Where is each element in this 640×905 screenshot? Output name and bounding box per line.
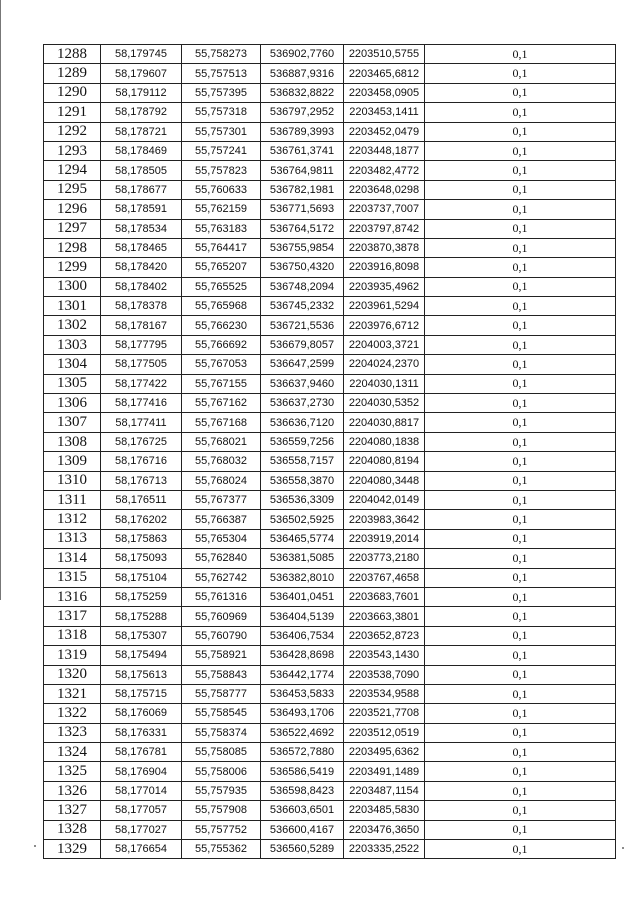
longitude-cell: 55,766230 [182, 316, 261, 335]
longitude-cell: 55,760633 [182, 180, 261, 199]
latitude-cell: 58,176713 [101, 471, 182, 490]
point-number-cell: 1290 [44, 83, 101, 102]
longitude-cell: 55,762742 [182, 568, 261, 587]
longitude-cell: 55,758085 [182, 743, 261, 762]
latitude-cell: 58,175104 [101, 568, 182, 587]
table-row [44, 180, 616, 199]
latitude-cell: 58,177027 [101, 820, 182, 839]
point-number-cell: 1324 [44, 743, 101, 762]
coord-x-cell: 536558,3870 [261, 471, 344, 490]
point-number-cell: 1292 [44, 122, 101, 141]
accuracy-cell: 0,1 [425, 335, 616, 354]
accuracy-cell: 0,1 [425, 180, 616, 199]
coord-y-cell: 2203487,1154 [344, 781, 425, 800]
longitude-cell: 55,768021 [182, 432, 261, 451]
longitude-cell: 55,760969 [182, 607, 261, 626]
table-row [44, 432, 616, 451]
table-row [44, 355, 616, 374]
table-row [44, 820, 616, 839]
latitude-cell: 58,176654 [101, 840, 182, 859]
coord-x-cell: 536428,8698 [261, 646, 344, 665]
longitude-cell: 55,765207 [182, 258, 261, 277]
point-number-cell: 1313 [44, 529, 101, 548]
table-row [44, 568, 616, 587]
latitude-cell: 58,178534 [101, 219, 182, 238]
coord-y-cell: 2203870,3878 [344, 238, 425, 257]
coordinates-table [43, 44, 616, 859]
table-row [44, 413, 616, 432]
coord-y-cell: 2203452,0479 [344, 122, 425, 141]
longitude-cell: 55,765968 [182, 297, 261, 316]
table-row [44, 297, 616, 316]
coord-x-cell: 536493,1706 [261, 704, 344, 723]
point-number-cell: 1304 [44, 355, 101, 374]
accuracy-cell: 0,1 [425, 83, 616, 102]
accuracy-cell: 0,1 [425, 781, 616, 800]
table-row [44, 471, 616, 490]
coord-y-cell: 2203737,7007 [344, 200, 425, 219]
longitude-cell: 55,768024 [182, 471, 261, 490]
latitude-cell: 58,175259 [101, 587, 182, 606]
latitude-cell: 58,176331 [101, 723, 182, 742]
table-row [44, 452, 616, 471]
table-row [44, 103, 616, 122]
coord-y-cell: 2204003,3721 [344, 335, 425, 354]
coord-x-cell: 536887,9316 [261, 64, 344, 83]
longitude-cell: 55,767168 [182, 413, 261, 432]
coord-x-cell: 536401,0451 [261, 587, 344, 606]
point-number-cell: 1321 [44, 684, 101, 703]
scan-speck [34, 845, 36, 847]
coord-x-cell: 536637,2730 [261, 394, 344, 413]
coord-y-cell: 2203976,6712 [344, 316, 425, 335]
latitude-cell: 58,175288 [101, 607, 182, 626]
accuracy-cell: 0,1 [425, 374, 616, 393]
page-edge-line [0, 0, 1, 600]
table-row [44, 316, 616, 335]
accuracy-cell: 0,1 [425, 122, 616, 141]
latitude-cell: 58,175307 [101, 626, 182, 645]
point-number-cell: 1329 [44, 840, 101, 859]
coord-x-cell: 536771,5693 [261, 200, 344, 219]
point-number-cell: 1319 [44, 646, 101, 665]
latitude-cell: 58,176202 [101, 510, 182, 529]
coord-y-cell: 2203543,1430 [344, 646, 425, 665]
coord-y-cell: 2203491,1489 [344, 762, 425, 781]
coord-x-cell: 536536,3309 [261, 490, 344, 509]
coord-x-cell: 536558,7157 [261, 452, 344, 471]
coord-y-cell: 2203683,7601 [344, 587, 425, 606]
accuracy-cell: 0,1 [425, 452, 616, 471]
point-number-cell: 1318 [44, 626, 101, 645]
coord-y-cell: 2203648,0298 [344, 180, 425, 199]
table-row [44, 646, 616, 665]
coord-x-cell: 536560,5289 [261, 840, 344, 859]
coord-x-cell: 536442,1774 [261, 665, 344, 684]
accuracy-cell: 0,1 [425, 704, 616, 723]
point-number-cell: 1326 [44, 781, 101, 800]
table-row [44, 626, 616, 645]
longitude-cell: 55,757395 [182, 83, 261, 102]
table-row [44, 335, 616, 354]
coord-x-cell: 536404,5139 [261, 607, 344, 626]
point-number-cell: 1320 [44, 665, 101, 684]
longitude-cell: 55,767162 [182, 394, 261, 413]
longitude-cell: 55,761316 [182, 587, 261, 606]
point-number-cell: 1327 [44, 801, 101, 820]
longitude-cell: 55,758777 [182, 684, 261, 703]
table-row [44, 840, 616, 859]
accuracy-cell: 0,1 [425, 723, 616, 742]
latitude-cell: 58,178677 [101, 180, 182, 199]
coord-y-cell: 2203797,8742 [344, 219, 425, 238]
coord-x-cell: 536764,5172 [261, 219, 344, 238]
table-row [44, 394, 616, 413]
coord-x-cell: 536761,3741 [261, 141, 344, 160]
point-number-cell: 1294 [44, 161, 101, 180]
point-number-cell: 1307 [44, 413, 101, 432]
coord-y-cell: 2204030,5352 [344, 394, 425, 413]
coord-x-cell: 536572,7880 [261, 743, 344, 762]
coord-y-cell: 2203458,0905 [344, 83, 425, 102]
coord-y-cell: 2203773,2180 [344, 549, 425, 568]
accuracy-cell: 0,1 [425, 665, 616, 684]
latitude-cell: 58,178469 [101, 141, 182, 160]
longitude-cell: 55,758843 [182, 665, 261, 684]
longitude-cell: 55,763183 [182, 219, 261, 238]
coord-y-cell: 2204042,0149 [344, 490, 425, 509]
point-number-cell: 1302 [44, 316, 101, 335]
point-number-cell: 1295 [44, 180, 101, 199]
coord-y-cell: 2203465,6812 [344, 64, 425, 83]
latitude-cell: 58,175093 [101, 549, 182, 568]
accuracy-cell: 0,1 [425, 471, 616, 490]
coord-x-cell: 536502,5925 [261, 510, 344, 529]
longitude-cell: 55,757908 [182, 801, 261, 820]
accuracy-cell: 0,1 [425, 394, 616, 413]
coord-x-cell: 536598,8423 [261, 781, 344, 800]
coord-y-cell: 2203521,7708 [344, 704, 425, 723]
accuracy-cell: 0,1 [425, 355, 616, 374]
accuracy-cell: 0,1 [425, 626, 616, 645]
accuracy-cell: 0,1 [425, 141, 616, 160]
accuracy-cell: 0,1 [425, 529, 616, 548]
coord-x-cell: 536647,2599 [261, 355, 344, 374]
coord-x-cell: 536603,6501 [261, 801, 344, 820]
coord-y-cell: 2203652,8723 [344, 626, 425, 645]
longitude-cell: 55,765304 [182, 529, 261, 548]
accuracy-cell: 0,1 [425, 743, 616, 762]
point-number-cell: 1312 [44, 510, 101, 529]
coord-y-cell: 2204030,1311 [344, 374, 425, 393]
longitude-cell: 55,758545 [182, 704, 261, 723]
table-row [44, 122, 616, 141]
point-number-cell: 1298 [44, 238, 101, 257]
accuracy-cell: 0,1 [425, 568, 616, 587]
accuracy-cell: 0,1 [425, 219, 616, 238]
longitude-cell: 55,766387 [182, 510, 261, 529]
latitude-cell: 58,176069 [101, 704, 182, 723]
point-number-cell: 1300 [44, 277, 101, 296]
coord-y-cell: 2203512,0519 [344, 723, 425, 742]
coord-x-cell: 536600,4167 [261, 820, 344, 839]
coord-x-cell: 536797,2952 [261, 103, 344, 122]
latitude-cell: 58,178591 [101, 200, 182, 219]
coord-x-cell: 536522,4692 [261, 723, 344, 742]
table-row [44, 277, 616, 296]
accuracy-cell: 0,1 [425, 432, 616, 451]
table-row [44, 374, 616, 393]
point-number-cell: 1328 [44, 820, 101, 839]
coord-y-cell: 2203453,1411 [344, 103, 425, 122]
table-row [44, 200, 616, 219]
point-number-cell: 1314 [44, 549, 101, 568]
latitude-cell: 58,176511 [101, 490, 182, 509]
latitude-cell: 58,176725 [101, 432, 182, 451]
latitude-cell: 58,178420 [101, 258, 182, 277]
latitude-cell: 58,178505 [101, 161, 182, 180]
table-row [44, 762, 616, 781]
longitude-cell: 55,757935 [182, 781, 261, 800]
latitude-cell: 58,178721 [101, 122, 182, 141]
point-number-cell: 1310 [44, 471, 101, 490]
longitude-cell: 55,762159 [182, 200, 261, 219]
longitude-cell: 55,758374 [182, 723, 261, 742]
point-number-cell: 1305 [44, 374, 101, 393]
coord-x-cell: 536381,5085 [261, 549, 344, 568]
latitude-cell: 58,178402 [101, 277, 182, 296]
accuracy-cell: 0,1 [425, 801, 616, 820]
table-row [44, 743, 616, 762]
scan-speck [622, 847, 624, 849]
coord-x-cell: 536453,5833 [261, 684, 344, 703]
longitude-cell: 55,767377 [182, 490, 261, 509]
longitude-cell: 55,766692 [182, 335, 261, 354]
point-number-cell: 1322 [44, 704, 101, 723]
longitude-cell: 55,762840 [182, 549, 261, 568]
accuracy-cell: 0,1 [425, 238, 616, 257]
accuracy-cell: 0,1 [425, 587, 616, 606]
table-row [44, 587, 616, 606]
coord-y-cell: 2204080,3448 [344, 471, 425, 490]
coord-y-cell: 2204080,1838 [344, 432, 425, 451]
latitude-cell: 58,179112 [101, 83, 182, 102]
point-number-cell: 1303 [44, 335, 101, 354]
coord-y-cell: 2203767,4658 [344, 568, 425, 587]
longitude-cell: 55,757823 [182, 161, 261, 180]
table-row [44, 238, 616, 257]
coord-y-cell: 2204024,2370 [344, 355, 425, 374]
coord-x-cell: 536637,9460 [261, 374, 344, 393]
point-number-cell: 1296 [44, 200, 101, 219]
table-row [44, 665, 616, 684]
longitude-cell: 55,757318 [182, 103, 261, 122]
coord-y-cell: 2203534,9588 [344, 684, 425, 703]
accuracy-cell: 0,1 [425, 840, 616, 859]
point-number-cell: 1289 [44, 64, 101, 83]
longitude-cell: 55,760790 [182, 626, 261, 645]
longitude-cell: 55,757752 [182, 820, 261, 839]
coord-x-cell: 536782,1981 [261, 180, 344, 199]
latitude-cell: 58,177795 [101, 335, 182, 354]
latitude-cell: 58,177505 [101, 355, 182, 374]
latitude-cell: 58,176781 [101, 743, 182, 762]
longitude-cell: 55,767053 [182, 355, 261, 374]
latitude-cell: 58,178167 [101, 316, 182, 335]
table-row [44, 161, 616, 180]
coord-x-cell: 536750,4320 [261, 258, 344, 277]
coord-x-cell: 536745,2332 [261, 297, 344, 316]
accuracy-cell: 0,1 [425, 64, 616, 83]
longitude-cell: 55,765525 [182, 277, 261, 296]
coord-x-cell: 536755,9854 [261, 238, 344, 257]
longitude-cell: 55,767155 [182, 374, 261, 393]
longitude-cell: 55,758273 [182, 45, 261, 64]
accuracy-cell: 0,1 [425, 297, 616, 316]
accuracy-cell: 0,1 [425, 200, 616, 219]
accuracy-cell: 0,1 [425, 258, 616, 277]
point-number-cell: 1293 [44, 141, 101, 160]
coord-x-cell: 536586,5419 [261, 762, 344, 781]
coord-x-cell: 536679,8057 [261, 335, 344, 354]
point-number-cell: 1308 [44, 432, 101, 451]
latitude-cell: 58,175494 [101, 646, 182, 665]
table-row [44, 45, 616, 64]
coord-y-cell: 2203448,1877 [344, 141, 425, 160]
latitude-cell: 58,179607 [101, 64, 182, 83]
coord-x-cell: 536902,7760 [261, 45, 344, 64]
point-number-cell: 1311 [44, 490, 101, 509]
accuracy-cell: 0,1 [425, 762, 616, 781]
point-number-cell: 1297 [44, 219, 101, 238]
longitude-cell: 55,757513 [182, 64, 261, 83]
longitude-cell: 55,757241 [182, 141, 261, 160]
table-row [44, 549, 616, 568]
coord-x-cell: 536559,7256 [261, 432, 344, 451]
table-row [44, 723, 616, 742]
accuracy-cell: 0,1 [425, 607, 616, 626]
table-row [44, 684, 616, 703]
accuracy-cell: 0,1 [425, 413, 616, 432]
coord-y-cell: 2203476,3650 [344, 820, 425, 839]
coord-y-cell: 2203495,6362 [344, 743, 425, 762]
table-row [44, 529, 616, 548]
point-number-cell: 1323 [44, 723, 101, 742]
longitude-cell: 55,758006 [182, 762, 261, 781]
longitude-cell: 55,764417 [182, 238, 261, 257]
coord-y-cell: 2203961,5294 [344, 297, 425, 316]
latitude-cell: 58,177057 [101, 801, 182, 820]
coord-y-cell: 2203538,7090 [344, 665, 425, 684]
coord-x-cell: 536789,3993 [261, 122, 344, 141]
point-number-cell: 1301 [44, 297, 101, 316]
accuracy-cell: 0,1 [425, 490, 616, 509]
longitude-cell: 55,768032 [182, 452, 261, 471]
point-number-cell: 1288 [44, 45, 101, 64]
latitude-cell: 58,175715 [101, 684, 182, 703]
latitude-cell: 58,178465 [101, 238, 182, 257]
coordinates-table-body [44, 45, 616, 859]
coord-x-cell: 536382,8010 [261, 568, 344, 587]
table-row [44, 141, 616, 160]
accuracy-cell: 0,1 [425, 103, 616, 122]
point-number-cell: 1325 [44, 762, 101, 781]
table-row [44, 801, 616, 820]
accuracy-cell: 0,1 [425, 510, 616, 529]
latitude-cell: 58,178792 [101, 103, 182, 122]
latitude-cell: 58,175863 [101, 529, 182, 548]
longitude-cell: 55,755362 [182, 840, 261, 859]
coord-y-cell: 2204030,8817 [344, 413, 425, 432]
accuracy-cell: 0,1 [425, 316, 616, 335]
point-number-cell: 1291 [44, 103, 101, 122]
coord-x-cell: 536406,7534 [261, 626, 344, 645]
coord-y-cell: 2203510,5755 [344, 45, 425, 64]
table-row [44, 704, 616, 723]
table-row [44, 490, 616, 509]
coord-x-cell: 536636,7120 [261, 413, 344, 432]
latitude-cell: 58,177422 [101, 374, 182, 393]
table-row [44, 781, 616, 800]
table-row [44, 83, 616, 102]
coord-x-cell: 536465,5774 [261, 529, 344, 548]
accuracy-cell: 0,1 [425, 549, 616, 568]
accuracy-cell: 0,1 [425, 684, 616, 703]
coord-x-cell: 536832,8822 [261, 83, 344, 102]
accuracy-cell: 0,1 [425, 277, 616, 296]
latitude-cell: 58,177014 [101, 781, 182, 800]
coord-y-cell: 2203916,8098 [344, 258, 425, 277]
point-number-cell: 1309 [44, 452, 101, 471]
latitude-cell: 58,177416 [101, 394, 182, 413]
longitude-cell: 55,757301 [182, 122, 261, 141]
coord-y-cell: 2203482,4772 [344, 161, 425, 180]
point-number-cell: 1299 [44, 258, 101, 277]
table-row [44, 510, 616, 529]
table-row [44, 64, 616, 83]
table-row [44, 258, 616, 277]
coord-x-cell: 536721,5536 [261, 316, 344, 335]
accuracy-cell: 0,1 [425, 45, 616, 64]
accuracy-cell: 0,1 [425, 646, 616, 665]
latitude-cell: 58,176716 [101, 452, 182, 471]
coord-y-cell: 2204080,8194 [344, 452, 425, 471]
latitude-cell: 58,175613 [101, 665, 182, 684]
latitude-cell: 58,178378 [101, 297, 182, 316]
latitude-cell: 58,177411 [101, 413, 182, 432]
coord-y-cell: 2203919,2014 [344, 529, 425, 548]
accuracy-cell: 0,1 [425, 820, 616, 839]
accuracy-cell: 0,1 [425, 161, 616, 180]
table-row [44, 607, 616, 626]
coord-y-cell: 2203983,3642 [344, 510, 425, 529]
coord-y-cell: 2203335,2522 [344, 840, 425, 859]
table-row [44, 219, 616, 238]
point-number-cell: 1317 [44, 607, 101, 626]
point-number-cell: 1315 [44, 568, 101, 587]
coord-y-cell: 2203663,3801 [344, 607, 425, 626]
coord-x-cell: 536764,9811 [261, 161, 344, 180]
point-number-cell: 1306 [44, 394, 101, 413]
latitude-cell: 58,179745 [101, 45, 182, 64]
longitude-cell: 55,758921 [182, 646, 261, 665]
coord-x-cell: 536748,2094 [261, 277, 344, 296]
coord-y-cell: 2203935,4962 [344, 277, 425, 296]
coord-y-cell: 2203485,5830 [344, 801, 425, 820]
latitude-cell: 58,176904 [101, 762, 182, 781]
point-number-cell: 1316 [44, 587, 101, 606]
